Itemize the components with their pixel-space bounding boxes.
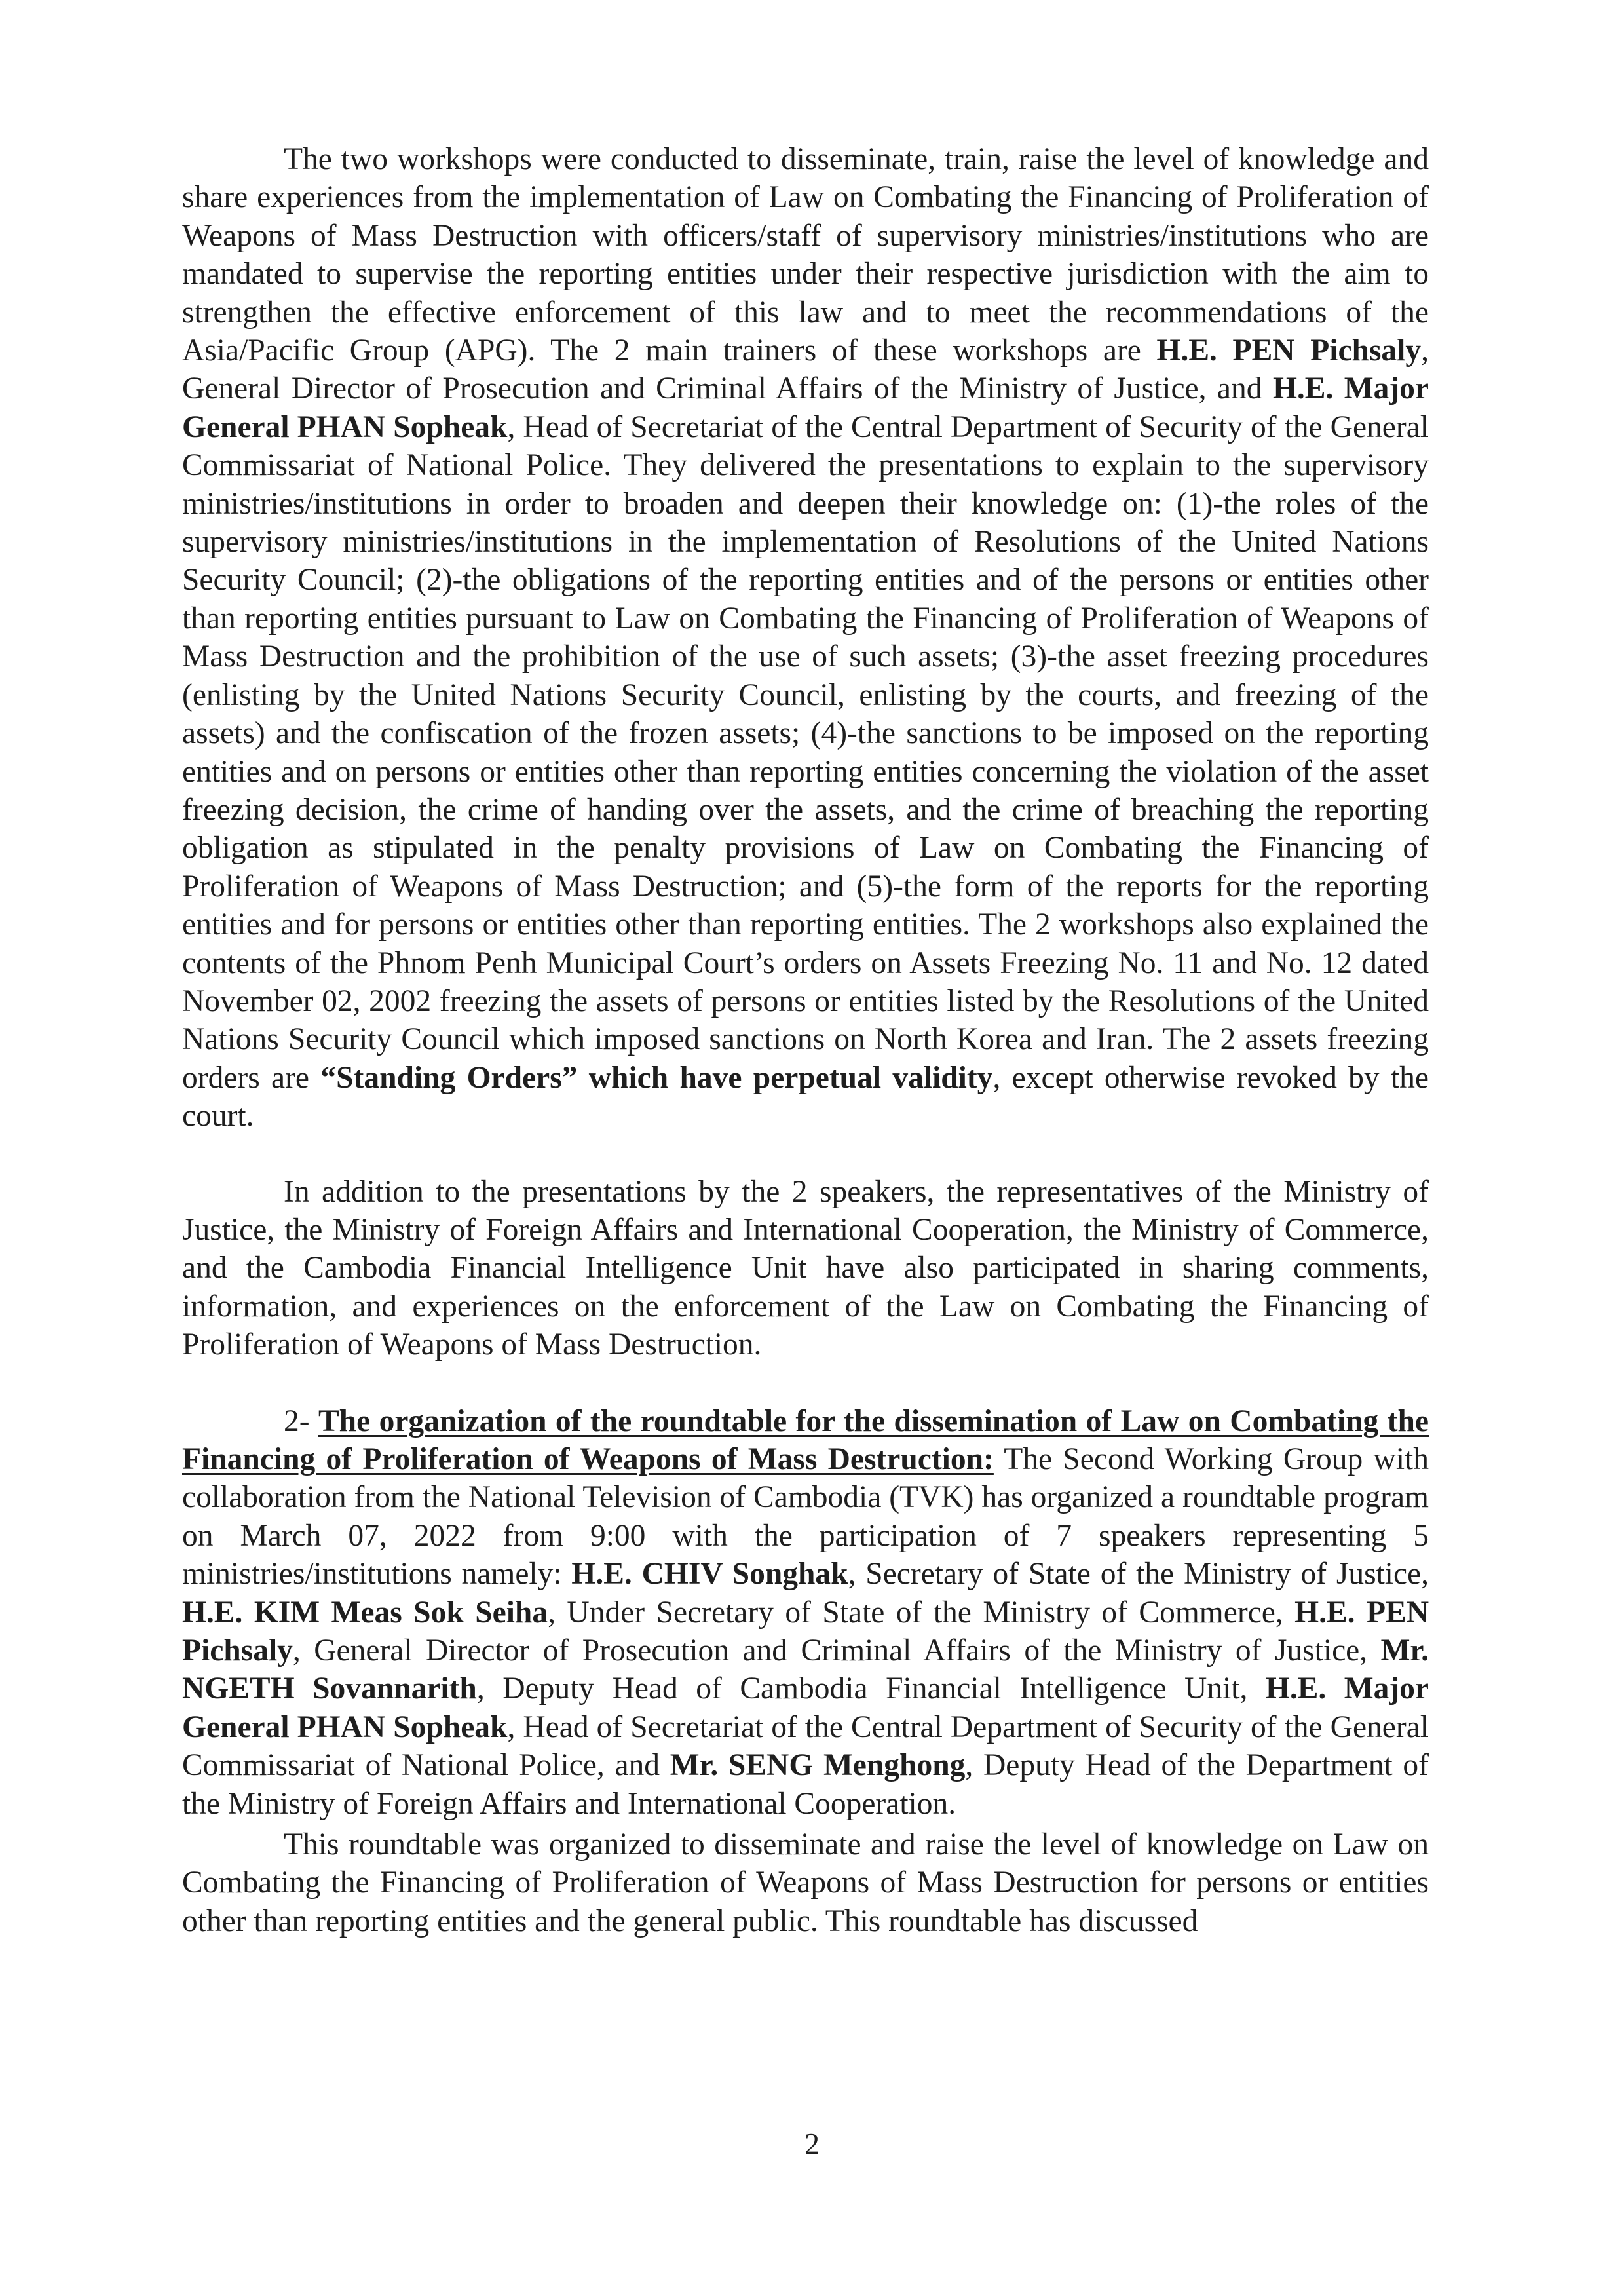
- text-run: In addition to the presentations by the 2 speakers, the representatives of the Ministry of Justice, the Ministry of Foreign Affairs and International Cooperation, the Ministry of Commerce, and the Cambodia Financial Intelligence Unit have also participated in sharing comments, information, and experiences on the enforcement of the Law on Combating the Financing of Proliferation of Weapons of Mass Destruction.: [182, 1174, 1429, 1362]
- bold-text-run: H.E. Major General PHAN Sopheak: [182, 1672, 1429, 1744]
- document-body: [182, 140, 1429, 1940]
- text-run: , Under Secretary of State of the Ministry of Commerce,: [548, 1595, 1295, 1630]
- bold-text-run: The organization of the roundtable for the dissemination of Law on Combating the Financing of Proliferation of Weapons of Mass Destruction:: [182, 1404, 1429, 1476]
- text-run: , Secretary of State of the Ministry of Justice,: [848, 1557, 1429, 1592]
- text-run: The Second Working Group with collaboration from the National Television of Cambodia (TVK) has organized a roundtable program on March 07, 2022 from 9:00 with the participation of 7 speakers representing 5 ministries/institutions namely:: [182, 1442, 1429, 1592]
- text-run: , Deputy Head of the Department of the Ministry of Foreign Affairs and International Cooperation.: [182, 1748, 1429, 1821]
- paragraph-speakers: [182, 1173, 1429, 1364]
- text-run: , General Director of Prosecution and Criminal Affairs of the Ministry of Justice,: [292, 1634, 1381, 1668]
- text-run: The two workshops were conducted to disseminate, train, raise the level of knowledge and share experiences from the implementation of Law on Combating the Financing of Proliferation of Weapons of Mass Destruction with officers/staff of supervisory ministries/institutions who are mandated to supervise the reporting entities under their respective jurisdiction with the aim to strengthen the effective enforcement of this law and to meet the recommendations of the Asia/Pacific Group (APG). The 2 main trainers of these workshops are: [182, 142, 1429, 368]
- text-run: , General Director of Prosecution and Criminal Affairs of the Ministry of Justice, and: [182, 334, 1429, 406]
- bold-text-run: “Standing Orders” which have perpetual validity: [320, 1060, 993, 1095]
- text-run: 2-: [284, 1404, 318, 1438]
- paragraph-roundtable-purpose: [182, 1826, 1429, 1940]
- text-run: , Head of Secretariat of the Central Department of Security of the General Commissariat of National Police. They delivered the presentations to explain to the supervisory ministries/institutions in order to broaden and deepen their knowledge on: (1)-the roles of the supervisory ministries/institutions in the implementation of Resolutions of the United Nations Security Council; (2)-the obligations of the reporting entities and of the persons or entities other than reporting entities pursuant to Law on Combating the Financing of Proliferation of Weapons of Mass Destruction and the prohibition of the use of such assets; (3)-the asset freezing procedures (enlisting by the United Nations Security Council, enlisting by the courts, and freezing of the assets) and the confiscation of the frozen assets; (4)-the sanctions to be imposed on the reporting entities and on persons or entities other than reporting entities concerning the violation of the asset freezing decision, the crime of handing over the assets, and the crime of breaching the reporting obligation as stipulated in the penalty provisions of Law on Combating the Financing of Proliferation of Weapons of Mass Destruction; and (5)-the form of the reports for the reporting entities and for persons or entities other than reporting entities. The 2 workshops also explained the contents of the Phnom Penh Municipal Court’s orders on Assets Freezing No. 11 and No. 12 dated November 02, 2002 freezing the assets of persons or entities listed by the Resolutions of the United Nations Security Council which imposed sanctions on North Korea and Iran. The 2 assets freezing orders are: [182, 410, 1429, 1095]
- text-run: , except otherwise revoked by the court.: [182, 1060, 1429, 1134]
- paragraph-roundtable-organization: [182, 1402, 1429, 1823]
- bold-text-run: Mr. SENG Menghong: [670, 1748, 966, 1783]
- bold-text-run: H.E. Major General PHAN Sopheak: [182, 372, 1429, 444]
- text-run: , Head of Secretariat of the Central Department of Security of the General Commissariat of National Police, and: [182, 1710, 1429, 1783]
- bold-text-run: H.E. CHIV Songhak: [571, 1557, 848, 1592]
- bold-text-run: H.E. PEN Pichsaly: [1156, 334, 1422, 368]
- text-run: This roundtable was organized to disseminate and raise the level of knowledge on Law on Combating the Financing of Proliferation of Weapons of Mass Destruction for persons or entities other than reporting entities and the general public. This roundtable has discussed: [182, 1827, 1429, 1938]
- bold-text-run: Mr. NGETH Sovannarith: [182, 1634, 1429, 1706]
- bold-text-run: H.E. PEN Pichsaly: [182, 1595, 1429, 1668]
- bold-text-run: H.E. KIM Meas Sok Seiha: [182, 1595, 548, 1630]
- page-number: 2: [804, 2127, 820, 2160]
- paragraph-workshops: [182, 140, 1429, 1136]
- text-run: , Deputy Head of Cambodia Financial Intelligence Unit,: [476, 1672, 1266, 1706]
